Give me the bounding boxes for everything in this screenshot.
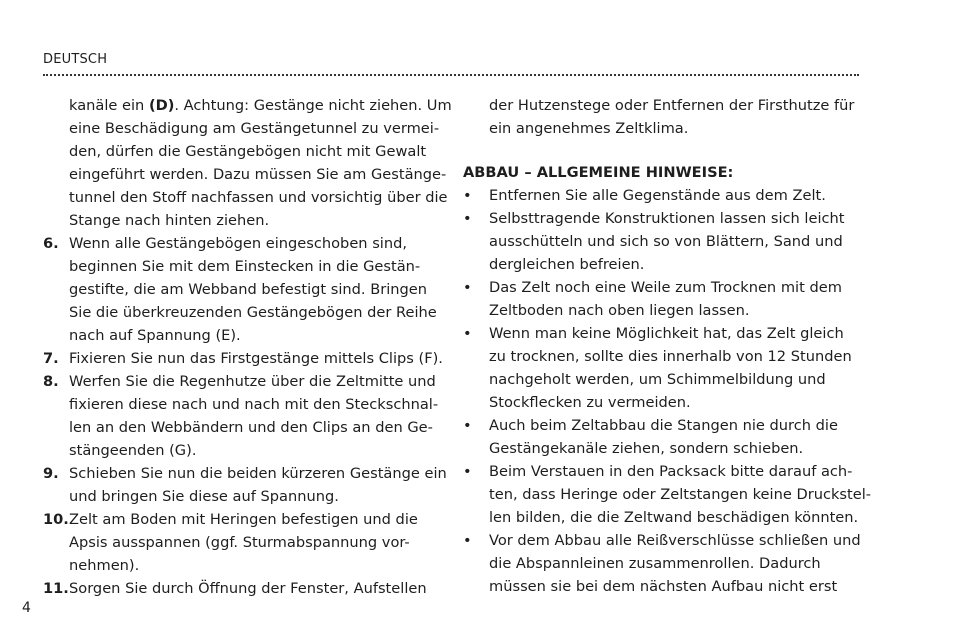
bullet-item <box>463 322 868 414</box>
bullet-marker: • <box>463 532 472 549</box>
bullet-line-text: Beim Verstauen in den Packsack bitte darauf ach- <box>489 463 853 480</box>
bullet-marker: • <box>463 279 472 296</box>
continuation-line-text: eingeführt werden. Dazu müssen Sie am Gestänge- <box>69 166 447 183</box>
bullet-line-text: zu trocknen, sollte dies innerhalb von 12 Stunden <box>489 348 852 365</box>
step-number: 11. <box>43 580 69 597</box>
step-line-text: Zelt am Boden mit Heringen befestigen und die <box>69 511 418 528</box>
continuation-line <box>463 117 868 140</box>
numbered-step <box>43 370 443 462</box>
bullet-line <box>463 575 868 598</box>
bullet-line <box>463 253 868 276</box>
numbered-step <box>43 232 443 347</box>
bullet-line <box>463 299 868 322</box>
continuation-text: . Achtung: Gestänge nicht ziehen. Um <box>174 97 452 114</box>
continuation-line-text: der Hutzenstege oder Entfernen der Firsthutze für <box>489 97 855 114</box>
bullet-line-text: ausschütteln und sich so von Blättern, Sand und <box>489 233 843 250</box>
continuation-line <box>43 163 447 186</box>
figure-reference: (D) <box>148 97 175 114</box>
numbered-step <box>43 462 447 508</box>
bullet-line <box>463 276 868 299</box>
bullet-line <box>463 345 868 368</box>
step-number: 6. <box>43 235 59 252</box>
bullet-marker: • <box>463 187 472 204</box>
step-line-text: nach auf Spannung (E). <box>69 327 241 344</box>
step-line <box>43 370 443 393</box>
bullet-line-text: Entfernen Sie alle Gegenstände aus dem Zelt. <box>489 187 826 204</box>
bullet-line-text: len bilden, die die Zeltwand beschädigen könnten. <box>489 509 859 526</box>
numbered-step <box>43 508 443 577</box>
step-line <box>43 347 443 370</box>
bullet-item <box>463 414 868 460</box>
bullet-line-text: Wenn man keine Möglichkeit hat, das Zelt gleich <box>489 325 844 342</box>
bullet-line <box>463 322 868 345</box>
bullet-item <box>463 276 868 322</box>
step-line-text: Apsis ausspannen (ggf. Sturmabspannung vor- <box>69 534 410 551</box>
bullet-item <box>463 207 868 276</box>
bullet-line-text: Zeltboden nach oben liegen lassen. <box>489 302 750 319</box>
bullet-line-text: müssen sie bei dem nächsten Aufbau nicht erst <box>489 578 838 595</box>
bullet-line-text: die Abspannleinen zusammenrollen. Dadurch <box>489 555 821 572</box>
step-line-text: Fixieren Sie nun das Firstgestänge mittels Clips (F). <box>69 350 443 367</box>
continuation-line-text: den, dürfen die Gestängebögen nicht mit Gewalt <box>69 143 427 160</box>
bullet-line <box>463 460 868 483</box>
continuation-line-text: Stange nach hinten ziehen. <box>69 212 270 229</box>
step-line <box>43 393 443 416</box>
bullet-line <box>463 529 868 552</box>
continuation-line <box>43 186 448 209</box>
bullet-line-text: Vor dem Abbau alle Reißverschlüsse schließen und <box>489 532 861 549</box>
bullet-line <box>463 184 868 207</box>
continuation-text: kanäle ein <box>69 97 149 114</box>
step-line <box>43 232 443 255</box>
bullet-line-text: nachgeholt werden, um Schimmelbildung und <box>489 371 826 388</box>
step-line-text: Sie die überkreuzenden Gestängebögen der Reihe <box>69 304 437 321</box>
bullet-line-text: Stockflecken zu vermeiden. <box>489 394 691 411</box>
step-line-text: gestifte, die am Webband befestigt sind. Bringen <box>69 281 428 298</box>
bullet-marker: • <box>463 463 472 480</box>
step-line <box>43 485 443 508</box>
bullet-marker: • <box>463 417 472 434</box>
step-line <box>43 508 443 531</box>
left-column <box>43 94 452 600</box>
step-line-text: stängeenden (G). <box>69 442 197 459</box>
bullet-line <box>463 230 868 253</box>
section-heading: ABBAU – ALLGEMEINE HINWEISE: <box>463 164 734 181</box>
bullet-line <box>463 207 868 230</box>
page-number: 4 <box>22 600 31 616</box>
step-line <box>43 577 443 600</box>
step-number: 7. <box>43 350 59 367</box>
bullet-item <box>463 184 868 207</box>
section-gap <box>463 140 868 161</box>
step-line-text: Schieben Sie nun die beiden kürzeren Gestänge ein <box>69 465 447 482</box>
continuation-line <box>43 94 452 117</box>
continuation-line-text: ein angenehmes Zeltklima. <box>489 120 689 137</box>
step-number: 10. <box>43 511 69 528</box>
continuation-line <box>43 209 443 232</box>
step-line <box>43 278 443 301</box>
step-line <box>43 462 447 485</box>
page-header-label: DEUTSCH <box>43 52 108 67</box>
step-line <box>43 531 443 554</box>
step-line-text: fixieren diese nach und nach mit den Steckschnal- <box>69 396 439 413</box>
continuation-line-text: eine Beschädigung am Gestängetunnel zu vermei- <box>69 120 440 137</box>
step-line-text: Sorgen Sie durch Öffnung der Fenster, Aufstellen <box>69 580 427 597</box>
bullet-line-text: dergleichen befreien. <box>489 256 645 273</box>
continuation-line-text: tunnel den Stoff nachfassen und vorsichtig über die <box>69 189 448 206</box>
step-line <box>43 416 443 439</box>
bullet-marker: • <box>463 210 472 227</box>
bullet-line <box>463 506 868 529</box>
step-line-text: beginnen Sie mit dem Einstecken in die Gestän- <box>69 258 421 275</box>
bullet-line <box>463 414 868 437</box>
right-column <box>463 94 872 598</box>
step-line-text: len an den Webbändern und den Clips an den Ge- <box>69 419 433 436</box>
step-line-text: Wenn alle Gestängebögen eingeschoben sind, <box>69 235 408 252</box>
step-line <box>43 255 443 278</box>
bullet-line <box>463 437 868 460</box>
bullet-line-text: ten, dass Heringe oder Zeltstangen keine Druckstel- <box>489 486 872 503</box>
step-number: 8. <box>43 373 59 390</box>
bullet-line <box>463 368 868 391</box>
header-dotted-rule <box>43 74 859 76</box>
bullet-marker: • <box>463 325 472 342</box>
step-line <box>43 301 443 324</box>
bullet-line-text: Selbsttragende Konstruktionen lassen sich leicht <box>489 210 845 227</box>
step-line-text: und bringen Sie diese auf Spannung. <box>69 488 339 505</box>
bullet-line <box>463 552 868 575</box>
bullet-line <box>463 483 872 506</box>
step-line-text: Werfen Sie die Regenhutze über die Zeltmitte und <box>69 373 436 390</box>
bullet-line-text: Gestängekanäle ziehen, sondern schieben. <box>489 440 804 457</box>
numbered-step <box>43 577 443 600</box>
continuation-line <box>43 117 443 140</box>
step-number: 9. <box>43 465 59 482</box>
step-line <box>43 324 443 347</box>
bullet-line <box>463 391 868 414</box>
continuation-line <box>463 94 868 117</box>
numbered-step <box>43 347 443 370</box>
bullet-item <box>463 460 872 529</box>
continuation-line <box>43 140 443 163</box>
bullet-line-text: Auch beim Zeltabbau die Stangen nie durch die <box>489 417 838 434</box>
step-line-text: nehmen). <box>69 557 140 574</box>
bullet-item <box>463 529 868 598</box>
step-line <box>43 439 443 462</box>
bullet-line-text: Das Zelt noch eine Weile zum Trocknen mit dem <box>489 279 842 296</box>
step-line <box>43 554 443 577</box>
